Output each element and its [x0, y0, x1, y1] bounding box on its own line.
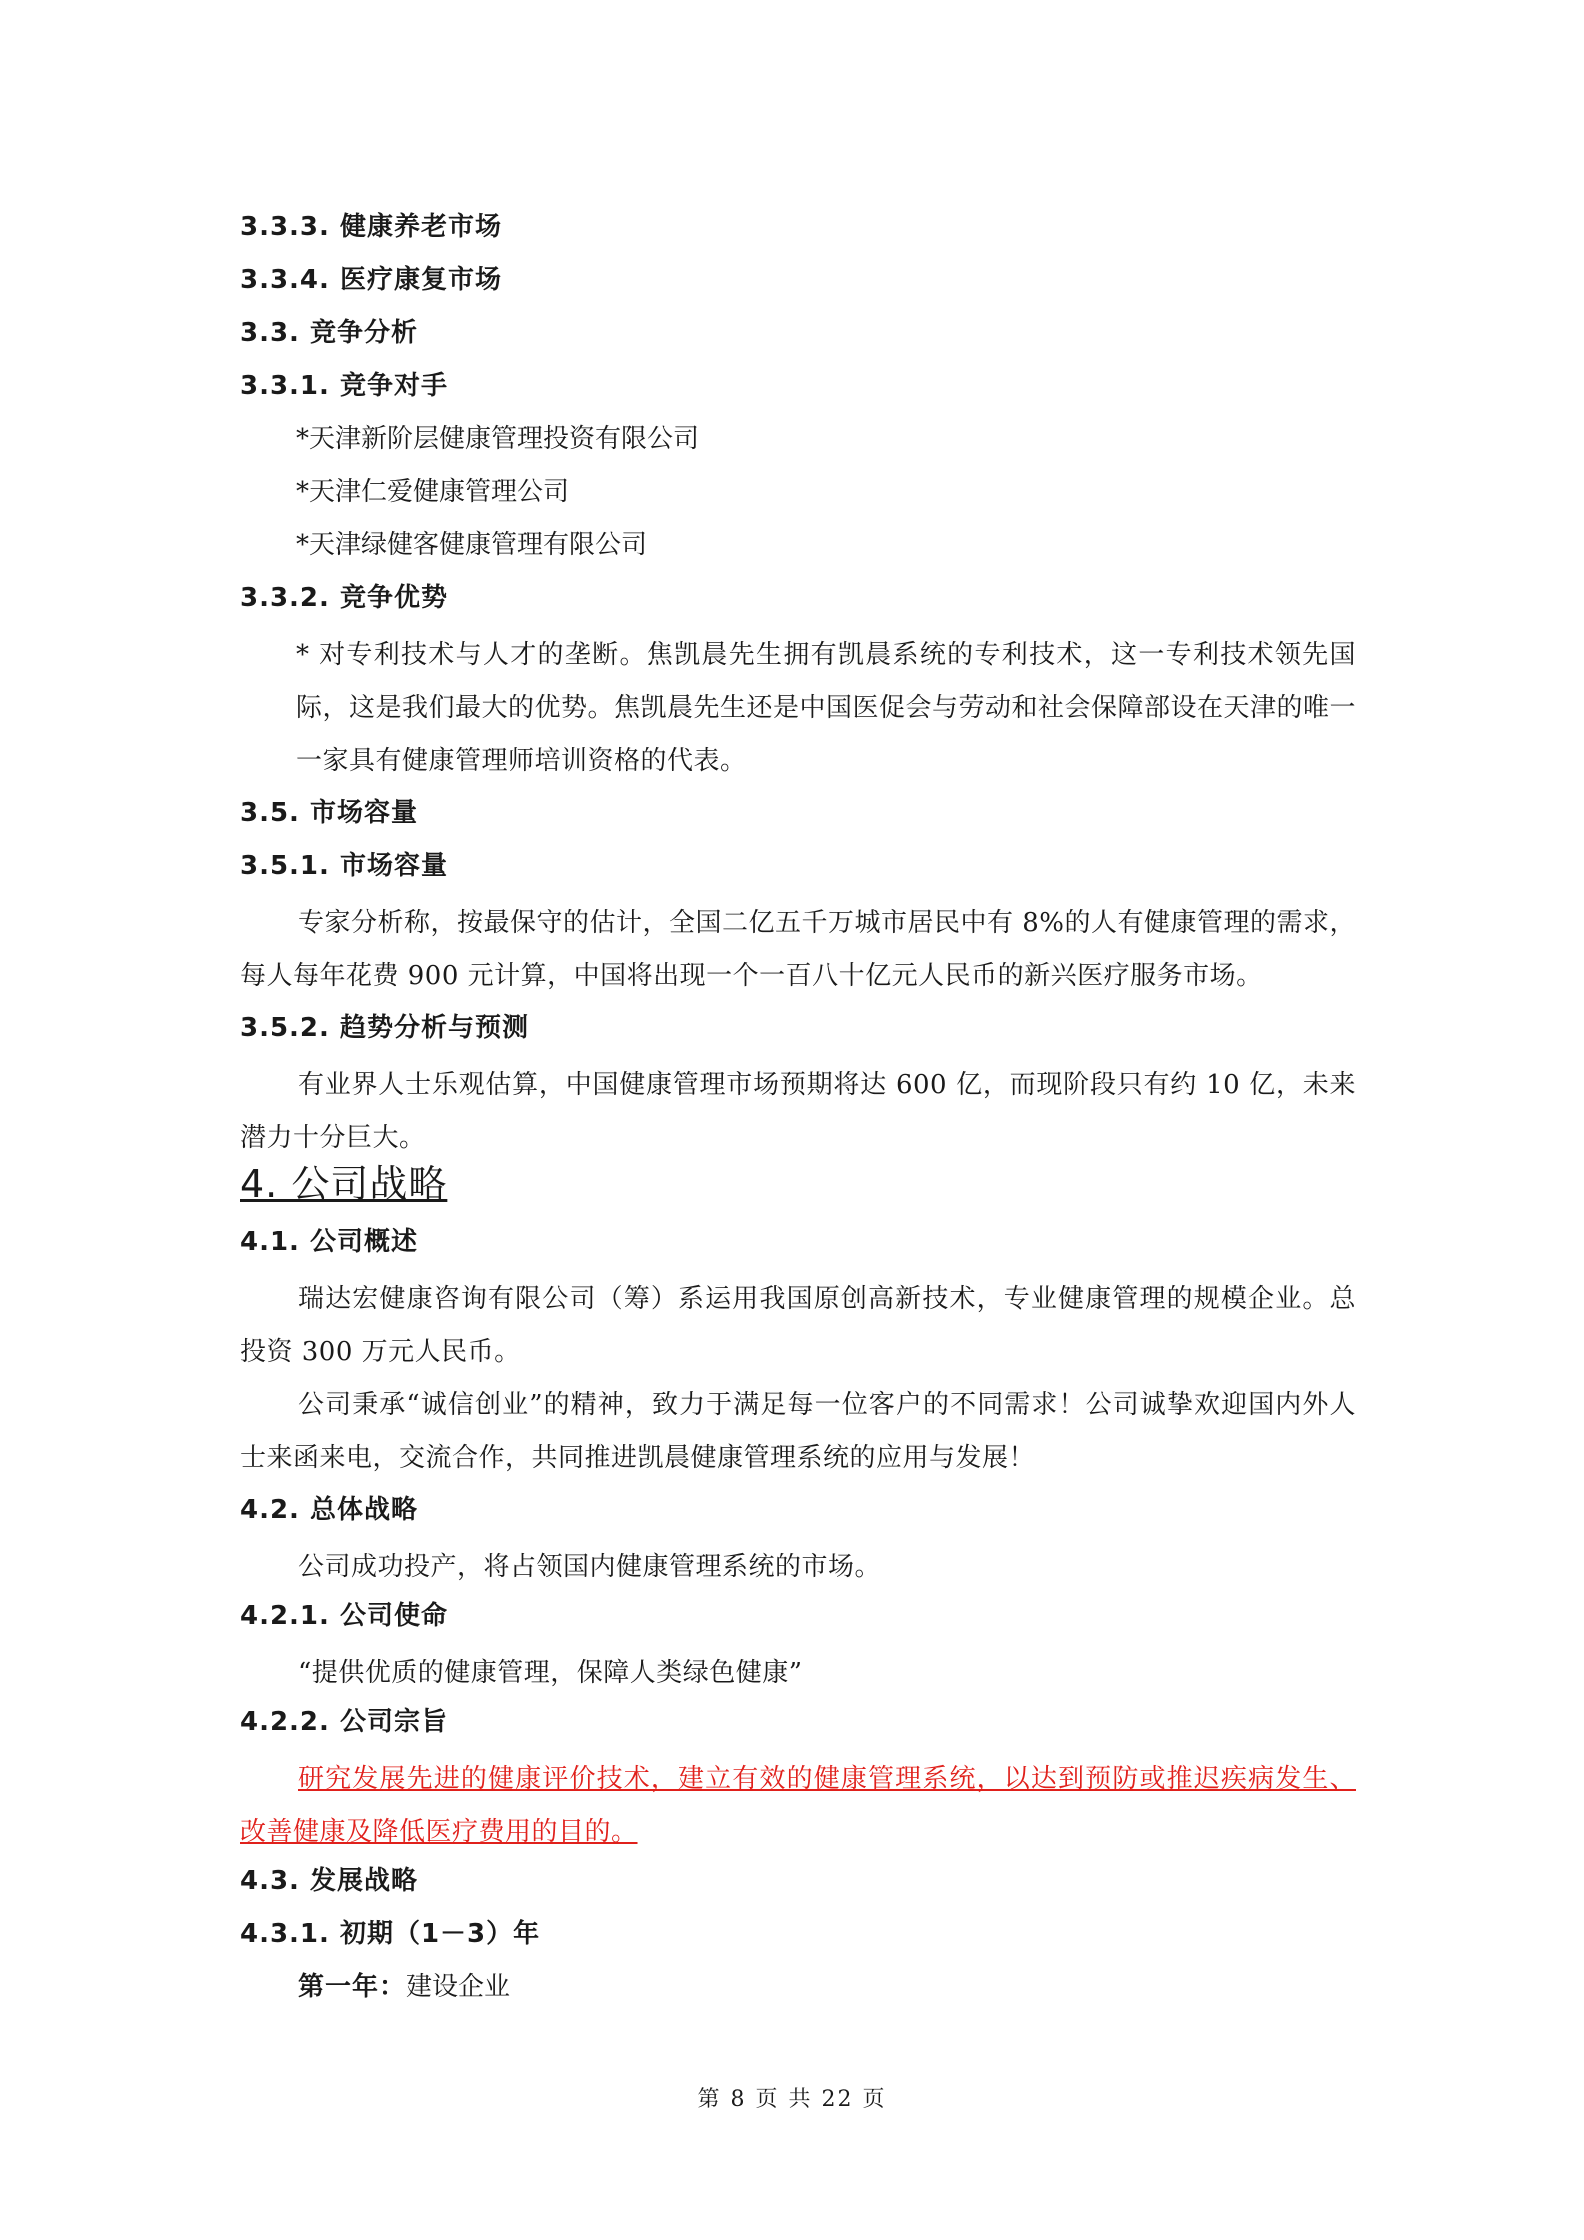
heading-4-3-1: 4.3.1. 初期（1－3）年 [240, 1919, 541, 1949]
heading-3-3: 3.3. 竞争分析 [240, 318, 418, 348]
competitor-item: *天津新阶层健康管理投资有限公司 [296, 424, 700, 454]
purpose-paragraph: 研究发展先进的健康评价技术，建立有效的健康管理系统，以达到预防或推迟疾病发生、改善健康及降低医疗费用的目的。 [240, 1764, 1356, 1847]
strategy-paragraph: 公司成功投产，将占领国内健康管理系统的市场。 [298, 1552, 882, 1582]
heading-4-1: 4.1. 公司概述 [240, 1227, 418, 1257]
year-one-label: 第一年： [298, 1972, 407, 2002]
heading-4-3: 4.3. 发展战略 [240, 1866, 418, 1896]
year-one-text: 建设企业 [406, 1972, 511, 2002]
competitor-item: *天津仁爱健康管理公司 [296, 477, 570, 507]
heading-3-5-1: 3.5.1. 市场容量 [240, 851, 448, 881]
heading-3-3-2: 3.3.2. 竞争优势 [240, 583, 448, 613]
heading-3-5-2: 3.5.2. 趋势分析与预测 [240, 1013, 529, 1043]
heading-3-3-1: 3.3.1. 竞争对手 [240, 371, 448, 401]
year-one-line [298, 1970, 510, 2004]
capacity-paragraph: 专家分析称，按最保守的估计，全国二亿五千万城市居民中有 8%的人有健康管理的需求，每人每年花费 900 元计算，中国将出现一个一百八十亿元人民币的新兴医疗服务市场。 [240, 908, 1357, 991]
overview-paragraph-2: 公司秉承“诚信创业”的精神，致力于满足每一位客户的不同需求！公司诚挚欢迎国内外人士来函来电，交流合作，共同推进凯晨健康管理系统的应用与发展！ [240, 1390, 1356, 1473]
mission-text: “提供优质的健康管理，保障人类绿色健康” [298, 1658, 803, 1688]
advantage-paragraph: * 对专利技术与人才的垄断。焦凯晨先生拥有凯晨系统的专利技术，这一专利技术领先国际，这是我们最大的优势。焦凯晨先生还是中国医促会与劳动和社会保障部设在天津的唯一一家具有健康管理师培训资格的代表。 [296, 640, 1357, 776]
chapter-4-title: 4. 公司战略 [240, 1162, 448, 1206]
heading-3-5: 3.5. 市场容量 [240, 798, 418, 828]
trend-paragraph: 有业界人士乐观估算，中国健康管理市场预期将达 600 亿，而现阶段只有约 10 亿，未来潜力十分巨大。 [240, 1070, 1356, 1153]
competitor-item: *天津绿健客健康管理有限公司 [296, 530, 648, 560]
heading-4-2: 4.2. 总体战略 [240, 1495, 418, 1525]
overview-paragraph-1: 瑞达宏健康咨询有限公司（筹）系运用我国原创高新技术，专业健康管理的规模企业。总投资 300 万元人民币。 [240, 1284, 1356, 1367]
heading-4-2-2: 4.2.2. 公司宗旨 [240, 1707, 448, 1737]
heading-4-2-1: 4.2.1. 公司使命 [240, 1601, 448, 1631]
page-number-footer: 第 8 页 共 22 页 [697, 2087, 887, 2112]
heading-3-3-4: 3.3.4. 医疗康复市场 [240, 265, 502, 295]
heading-3-3-3: 3.3.3. 健康养老市场 [240, 212, 502, 242]
